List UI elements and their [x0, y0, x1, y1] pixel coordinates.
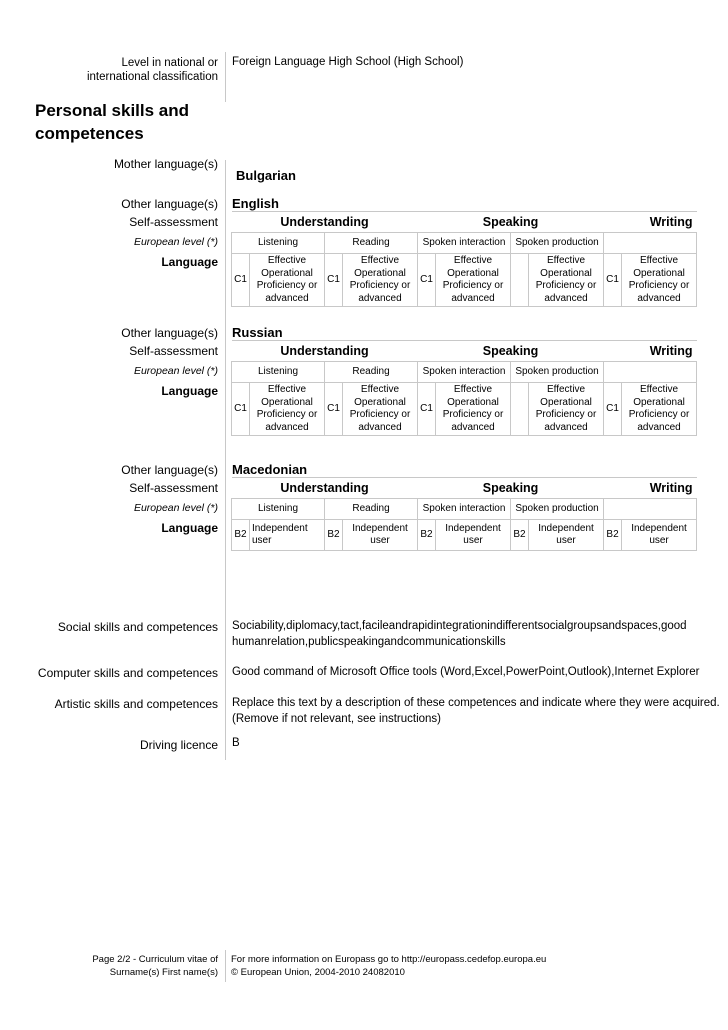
level-description: Effective Operational Proficiency or advanced: [529, 383, 604, 436]
column-divider: [225, 160, 226, 760]
level-description: Independent user: [436, 520, 511, 551]
level-code: [511, 254, 529, 307]
level-code: B2: [232, 520, 250, 551]
speaking-header: Speaking: [418, 341, 604, 362]
listening-header: Listening: [232, 362, 325, 383]
reading-header: Reading: [325, 362, 418, 383]
social-skills-value: Sociability,diplomacy,tact,facileandrapidintegrationindifferentsocialgroupsandspaces,goodhumanrelation,publicspeakingandcommunicationskills: [232, 620, 687, 648]
other-language-label: Other language(s): [121, 463, 218, 477]
listening-header: Listening: [232, 499, 325, 520]
level-code: C1: [232, 254, 250, 307]
writing-header: Writing: [604, 478, 697, 499]
level-code: B2: [604, 520, 622, 551]
level-code: C1: [232, 383, 250, 436]
level-code: C1: [418, 383, 436, 436]
language-label: Language: [161, 384, 218, 398]
column-divider: [225, 950, 226, 982]
mother-language-label: Mother language(s): [113, 157, 218, 171]
level-description: Effective Operational Proficiency or advanced: [343, 383, 418, 436]
understanding-header: Understanding: [232, 478, 418, 499]
other-language-name: Russian: [232, 325, 283, 340]
spoken-production-header: Spoken production: [511, 233, 604, 254]
footer-left-line1: Page 2/2 - Curriculum vitae of: [92, 954, 218, 965]
other-language-name: English: [232, 196, 279, 211]
self-assessment-label: Self-assessment: [129, 215, 218, 229]
level-description: Effective Operational Proficiency or advanced: [529, 254, 604, 307]
level-description: Effective Operational Proficiency or advanced: [343, 254, 418, 307]
computer-skills-value: Good command of Microsoft Office tools (Word,Excel,PowerPoint,Outlook),Internet Explorer: [232, 666, 700, 678]
level-description: Effective Operational Proficiency or advanced: [436, 383, 511, 436]
artistic-skills-value-line1: Replace this text by a description of these competences and indicate where they were acquired.: [232, 697, 720, 709]
level-description: Independent user: [250, 520, 325, 551]
language-levels-table: [231, 211, 697, 307]
writing-header: Writing: [604, 341, 697, 362]
section-heading: Personal skills and competences: [35, 101, 190, 143]
level-code: B2: [511, 520, 529, 551]
self-assessment-label: Self-assessment: [129, 344, 218, 358]
self-assessment-label: Self-assessment: [129, 481, 218, 495]
spoken-interaction-header: Spoken interaction: [418, 233, 511, 254]
reading-header: Reading: [325, 233, 418, 254]
computer-skills-label: Computer skills and competences: [37, 666, 218, 680]
european-level-label: European level (*): [133, 365, 218, 377]
social-skills-label: Social skills and competences: [57, 620, 218, 634]
european-level-label: European level (*): [133, 502, 218, 514]
speaking-header: Speaking: [418, 478, 604, 499]
footer-left: [92, 953, 218, 979]
level-description: Effective Operational Proficiency or advanced: [622, 383, 697, 436]
spoken-interaction-header: Spoken interaction: [418, 362, 511, 383]
level-description: Independent user: [343, 520, 418, 551]
artistic-skills-label: Artistic skills and competences: [54, 697, 218, 711]
level-code: B2: [325, 520, 343, 551]
level-code: C1: [604, 383, 622, 436]
writing-subheader: [604, 362, 697, 383]
mother-language-value: Bulgarian: [236, 168, 296, 183]
other-language-name: Macedonian: [232, 462, 308, 477]
footer-right: [231, 953, 546, 979]
level-code: B2: [418, 520, 436, 551]
spoken-interaction-header: Spoken interaction: [418, 499, 511, 520]
footer-right-line2: © European Union, 2004-2010 24082010: [231, 967, 405, 978]
spoken-production-header: Spoken production: [511, 362, 604, 383]
level-description: Independent user: [529, 520, 604, 551]
reading-header: Reading: [325, 499, 418, 520]
level-code: C1: [325, 383, 343, 436]
language-levels-table: [231, 340, 697, 436]
listening-header: Listening: [232, 233, 325, 254]
language-label: Language: [161, 521, 218, 535]
level-description: Effective Operational Proficiency or advanced: [622, 254, 697, 307]
other-language-label: Other language(s): [121, 326, 218, 340]
other-language-label: Other language(s): [121, 197, 218, 211]
level-description: Independent user: [622, 520, 697, 551]
language-label: Language: [161, 255, 218, 269]
level-description: Effective Operational Proficiency or advanced: [436, 254, 511, 307]
writing-subheader: [604, 233, 697, 254]
footer-right-line1: For more information on Europass go to http://europass.cedefop.europa.eu: [231, 954, 547, 965]
level-description: Effective Operational Proficiency or advanced: [250, 383, 325, 436]
column-divider: [225, 52, 226, 102]
understanding-header: Understanding: [232, 341, 418, 362]
level-code: C1: [604, 254, 622, 307]
writing-subheader: [604, 499, 697, 520]
level-description: Effective Operational Proficiency or advanced: [250, 254, 325, 307]
level-code: C1: [325, 254, 343, 307]
driving-licence-label: Driving licence: [139, 738, 218, 752]
speaking-header: Speaking: [418, 212, 604, 233]
language-levels-table: [231, 477, 697, 551]
level-label: Level in national or international classification: [86, 57, 218, 83]
spoken-production-header: Spoken production: [511, 499, 604, 520]
understanding-header: Understanding: [232, 212, 418, 233]
level-code: [511, 383, 529, 436]
level-value: Foreign Language High School (High School): [232, 56, 464, 68]
artistic-skills-value-line2: (Remove if not relevant, see instructions): [232, 713, 442, 725]
footer-left-line2: Surname(s) First name(s): [109, 967, 218, 978]
driving-licence-value: B: [232, 737, 240, 749]
european-level-label: European level (*): [133, 236, 218, 248]
writing-header: Writing: [604, 212, 697, 233]
level-code: C1: [418, 254, 436, 307]
